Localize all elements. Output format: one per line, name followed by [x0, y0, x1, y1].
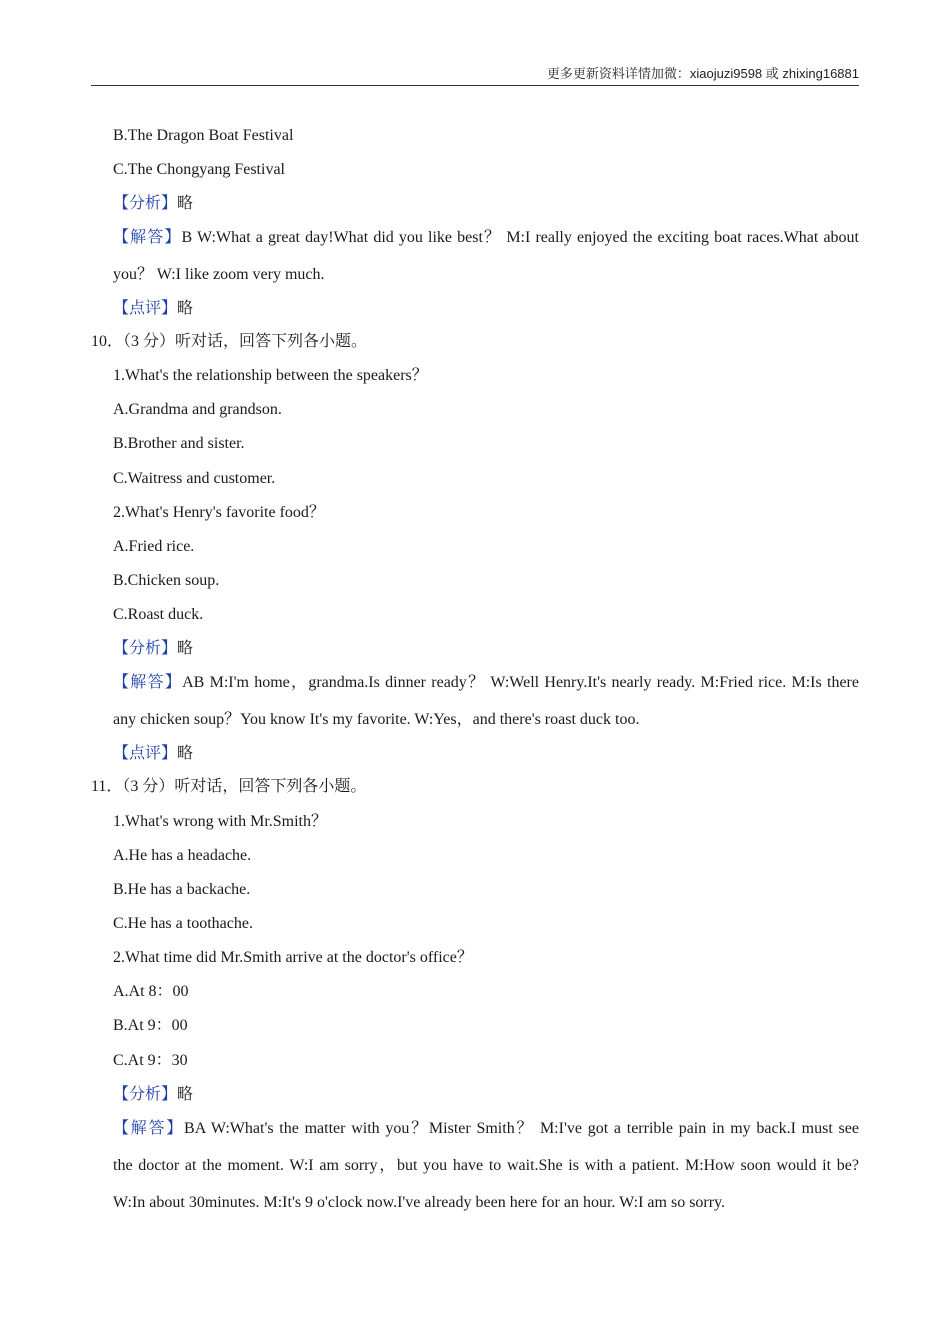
q10-sub1-option-a: A.Grandma and grandson.: [113, 401, 282, 418]
q11-analysis: [113, 1085, 193, 1105]
comment-text: 略: [177, 300, 194, 317]
comment-tag: 【点评】: [113, 745, 178, 762]
q10-sub2: 2.What's Henry's favorite food？: [113, 504, 325, 521]
q9-comment: [113, 299, 193, 319]
q9-option-b: B.The Dragon Boat Festival: [113, 127, 294, 144]
q10-sub2-option-b: B.Chicken soup.: [113, 572, 220, 589]
q9-answer-line-2: you？ W:I like zoom very much.: [113, 266, 325, 283]
comment-tag: 【点评】: [113, 300, 178, 317]
q10-sub2-option-c: C.Roast duck.: [113, 606, 204, 623]
q10-comment: [113, 744, 193, 764]
q10-sub1: 1.What's the relationship between the speakers？: [113, 367, 428, 384]
q10-sub2-option-a: A.Fried rice.: [113, 538, 195, 555]
q11-sub1-option-b: B.He has a backache.: [113, 881, 251, 898]
q9-analysis: [113, 194, 193, 214]
q11-title: 11．（3 分）听对话，回答下列各小题。: [91, 778, 367, 795]
analysis-text: 略: [177, 1086, 194, 1103]
answer-tag: 【解答】: [113, 674, 183, 691]
q11-sub2-option-b: B.At 9：00: [113, 1017, 188, 1034]
q10-answer-line-1: [113, 673, 859, 693]
comment-text: 略: [177, 745, 194, 762]
answer-text: B W:What a great day!What did you like best？ M:I really enjoyed the exciting boat races.What about: [181, 229, 859, 246]
answer-tag: 【解答】: [113, 1120, 185, 1137]
q11-answer-line-3: W:In about 30minutes. M:It's 9 o'clock now.I've already been here for an hour. W:I am so sorry.: [113, 1194, 726, 1211]
q11-sub1-option-c: C.He has a toothache.: [113, 915, 253, 932]
q11-sub2-option-a: A.At 8：00: [113, 983, 189, 1000]
analysis-text: 略: [177, 195, 194, 212]
q11-answer-line-2: the doctor at the moment. W:I am sorry，but you have to wait.She is with a patient. M:How soon would it be?: [113, 1157, 859, 1174]
analysis-tag: 【分析】: [113, 1086, 178, 1103]
analysis-tag: 【分析】: [113, 195, 178, 212]
q11-sub1-option-a: A.He has a headache.: [113, 847, 252, 864]
q10-sub1-option-c: C.Waitress and customer.: [113, 470, 276, 487]
answer-text: AB M:I'm home，grandma.Is dinner ready？ W:Well Henry.It's nearly ready. M:Fried rice. M:Is there: [182, 674, 859, 691]
answer-text: BA W:What's the matter with you？Mister Smith？ M:I've got a terrible pain in my back.I must see: [184, 1120, 859, 1137]
q10-analysis: [113, 639, 193, 659]
page-header: [91, 64, 859, 86]
answer-tag: 【解答】: [113, 229, 182, 246]
q11-answer-line-1: [113, 1119, 859, 1139]
q9-option-c: C.The Chongyang Festival: [113, 161, 285, 178]
analysis-text: 略: [177, 640, 194, 657]
q11-sub2-option-c: C.At 9：30: [113, 1052, 188, 1069]
q11-sub1: 1.What's wrong with Mr.Smith？: [113, 813, 327, 830]
q9-answer-line-1: [113, 228, 859, 248]
q10-title: 10．（3 分）听对话，回答下列各小题。: [91, 333, 368, 350]
q10-answer-line-2: any chicken soup？You know It's my favorite. W:Yes，and there's roast duck too.: [113, 711, 640, 728]
q11-sub2: 2.What time did Mr.Smith arrive at the doctor's office？: [113, 949, 473, 966]
analysis-tag: 【分析】: [113, 640, 178, 657]
q10-sub1-option-b: B.Brother and sister.: [113, 435, 245, 452]
header-text: 更多更新资料详情加微：xiaojuzi9598 或 zhixing16881: [546, 66, 859, 81]
